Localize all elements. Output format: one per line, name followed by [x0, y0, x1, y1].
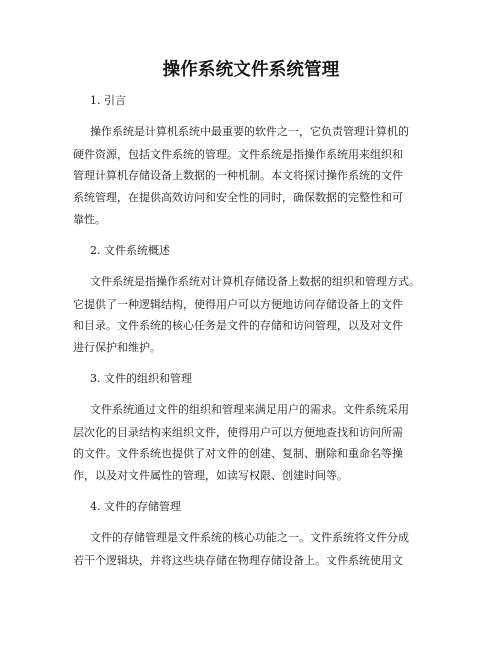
- section-2-line-3: 和目录。文件系统的核心任务是文件的存储和访问管理，以及对文件: [73, 319, 403, 332]
- section-3-line-1: 文件系统通过文件的组织和管理来满足用户的需求。文件系统采用: [90, 403, 409, 416]
- section-4-line-2: 若干个逻辑块，并将这些块存储在物理存储设备上。文件系统使用文: [73, 554, 403, 567]
- section-2-heading: 2. 文件系统概述: [90, 244, 170, 257]
- section-1-heading: 1. 引言: [90, 94, 126, 107]
- section-2-line-1: 文件系统是指操作系统对计算机存储设备上数据的组织和管理方式。: [90, 275, 420, 288]
- section-4-line-1: 文件的存储管理是文件系统的核心功能之一。文件系统将文件分成: [90, 531, 409, 544]
- section-3-line-2: 层次化的目录结构来组织文件，使得用户可以方便地查找和访问所需: [73, 426, 403, 439]
- section-1-line-2: 硬件资源，包括文件系统的管理。文件系统是指操作系统用来组织和: [73, 148, 403, 161]
- section-2-line-4: 进行保护和维护。: [73, 341, 161, 354]
- section-1-line-3: 管理计算机存储设备上数据的一种机制。本文将探讨操作系统的文件: [73, 169, 403, 182]
- section-3-heading: 3. 文件的组织和管理: [90, 372, 192, 385]
- section-1-line-1: 操作系统是计算机系统中最重要的软件之一，它负责管理计算机的: [90, 125, 409, 138]
- section-3-line-4: 作，以及对文件属性的管理，如读写权限、创建时间等。: [73, 469, 348, 482]
- section-1-line-5: 靠性。: [73, 213, 106, 226]
- section-2-line-2: 它提供了一种逻辑结构，使得用户可以方便地访问存储设备上的文件: [73, 298, 403, 311]
- section-1-line-4: 系统管理，在提供高效访问和安全性的同时，确保数据的完整性和可: [73, 191, 403, 204]
- section-3-line-3: 的文件。文件系统也提供了对文件的创建、复制、删除和重命名等操: [73, 447, 403, 460]
- page-title: 操作系统文件系统管理: [162, 60, 340, 80]
- section-4-heading: 4. 文件的存储管理: [90, 500, 181, 513]
